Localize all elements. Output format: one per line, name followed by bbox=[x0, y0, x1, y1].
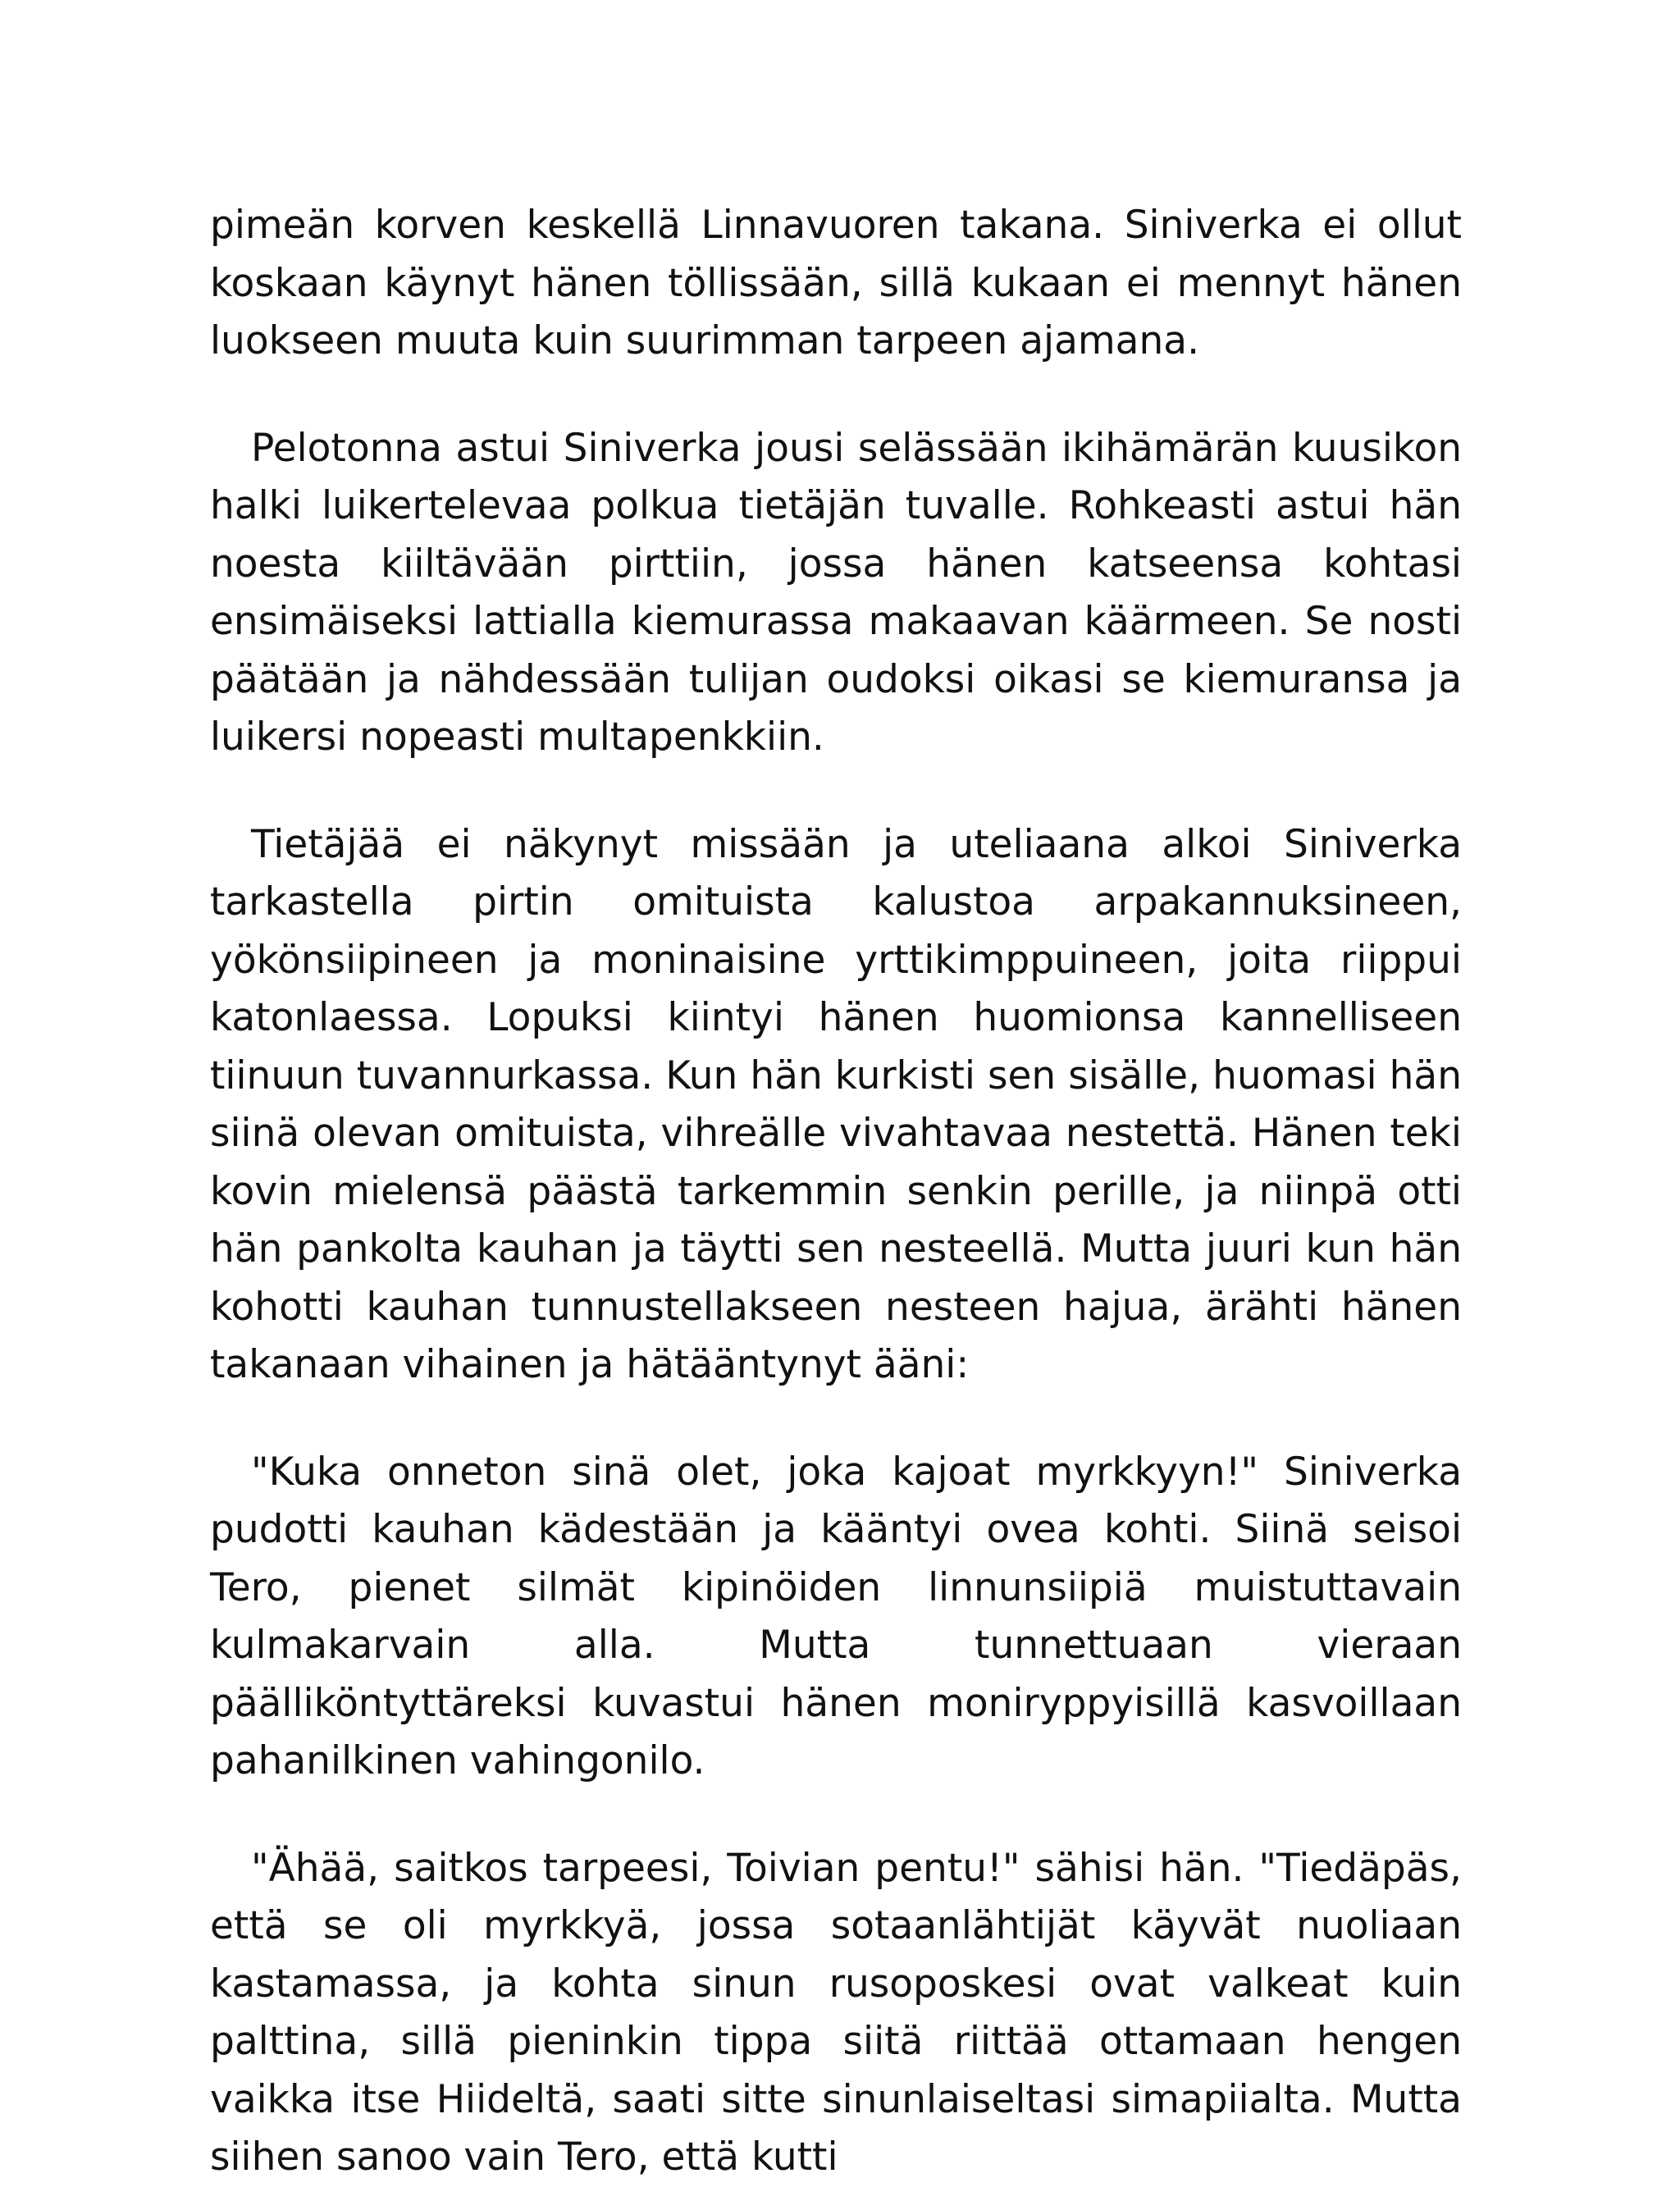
paragraph-3: Tietäjää ei näkynyt missään ja uteliaana alkoi Siniverka tarkastella pirtin omituista kalustoa arpakannuksineen, yökönsiipineen ja moninaisine yrttikimppuineen, joita riippui katonlaessa. Lopuksi kiintyi hänen huomionsa kannelliseen tiinuun tuvannurkassa. Kun hän kurkisti sen sisälle, huomasi hän siinä olevan omituista, vihreälle vivahtavaa nestettä. Hänen teki kovin mielensä päästä tarkemmin senkin perille, ja niinpä otti hän pankolta kauhan ja täytti sen nesteellä. Mutta juuri kun hän kohotti kauhan tunnustellakseen nesteen hajua, ärähti hänen takanaan vihainen ja hätääntynyt ääni: bbox=[210, 821, 1462, 1387]
paragraph-2: Pelotonna astui Siniverka jousi selässään ikihämärän kuusikon halki luikertelevaa polkua tietäjän tuvalle. Rohkeasti astui hän noesta kiiltävään pirttiin, jossa hänen katseensa kohtasi ensimäiseksi lattialla kiemurassa makaavan käärmeen. Se nosti päätään ja nähdessään tulijan oudoksi oikasi se kiemuransa ja luikersi nopeasti multapenkkiin. bbox=[210, 425, 1462, 760]
paragraph-4: "Kuka onneton sinä olet, joka kajoat myrkkyyn!" Siniverka pudotti kauhan kädestään ja kääntyi ovea kohti. Siinä seisoi Tero, pienet silmät kipinöiden linnunsiipiä muistuttavain kulmakarvain alla. Mutta tunnettuaan vieraan päälliköntyttäreksi kuvastui hänen moniryppyisillä kasvoillaan pahanilkinen vahingonilo. bbox=[210, 1449, 1462, 1783]
paragraph-5: "Ähää, saitkos tarpeesi, Toivian pentu!" sähisi hän. "Tiedäpäs, että se oli myrkkyä, jossa sotaanlähtijät käyvät nuoliaan kastamassa, ja kohta sinun rusoposkesi ovat valkeat kuin palttina, sillä pieninkin tippa siitä riittää ottamaan hengen vaikka itse Hiideltä, saati sitte sinunlaiseltasi simapiialta. Mutta siihen sanoo vain Tero, että kutti bbox=[210, 1845, 1462, 2180]
document-body bbox=[210, 197, 1462, 2187]
paragraph-1: pimeän korven keskellä Linnavuoren takana. Siniverka ei ollut koskaan käynyt hänen töllissään, sillä kukaan ei mennyt hänen luokseen muuta kuin suurimman tarpeen ajamana. bbox=[210, 203, 1462, 363]
